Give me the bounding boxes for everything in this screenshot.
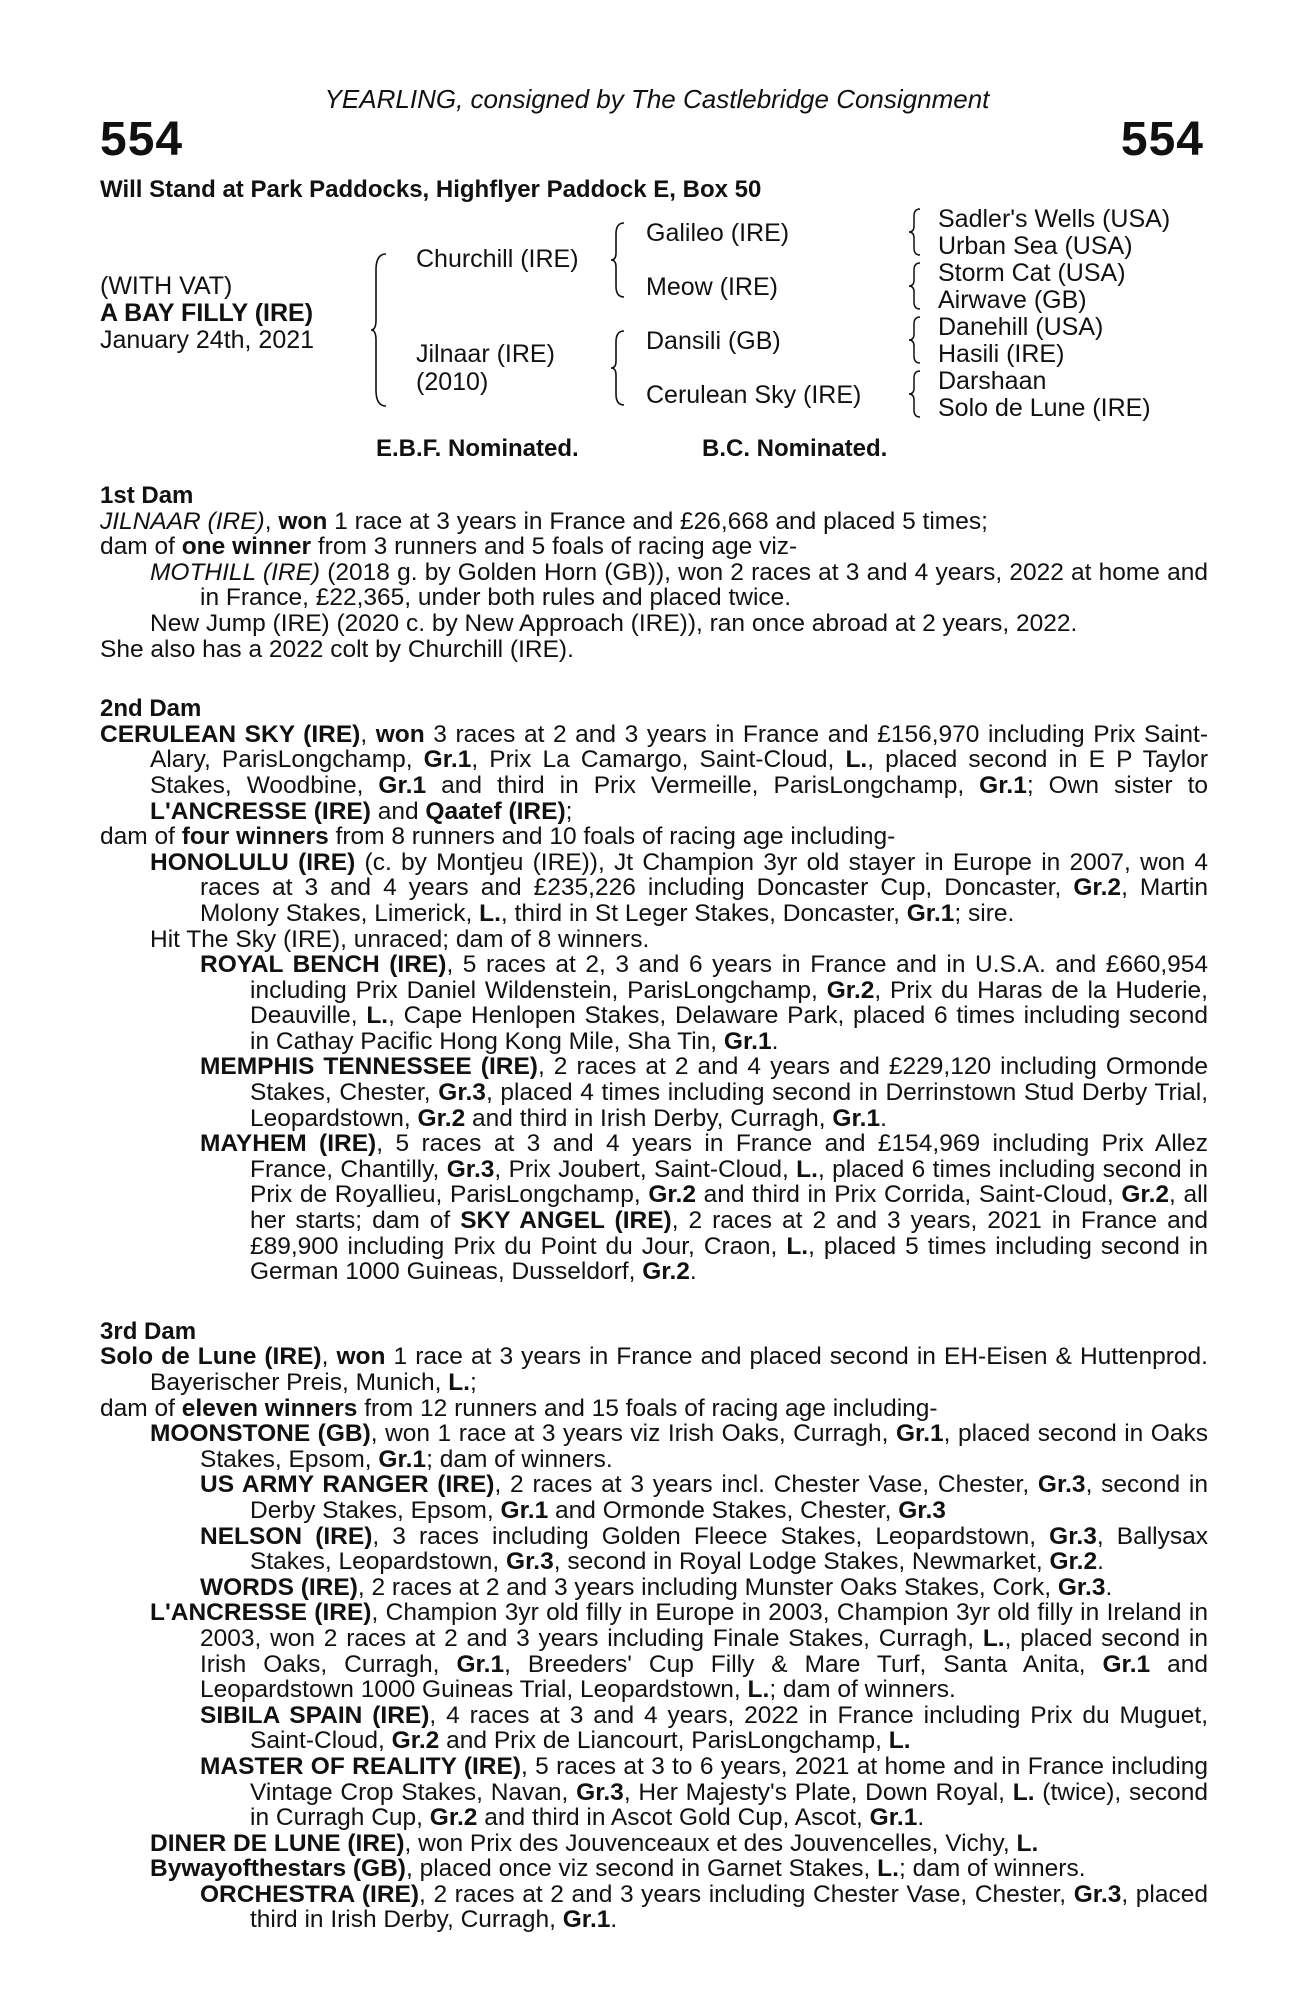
text-run: and third in Prix Corrida, Saint-Cloud, <box>696 1181 1122 1209</box>
text-run: , placed 4 times including second in Derrinstown Stud Derby Trial, Leopardstown, <box>250 1079 1209 1132</box>
bold-run: Gr.3 <box>1037 1471 1086 1499</box>
text-run: dam of <box>100 1394 182 1422</box>
sire-sire-sire: Sadler's Wells (USA) <box>938 205 1171 233</box>
bold-run: won <box>336 1343 386 1371</box>
bold-run: Gr.2 <box>826 976 875 1004</box>
text-run: , 4 races at 3 and 4 years, 2022 in France including Prix du Muguet, Saint-Cloud, <box>250 1701 1209 1755</box>
bold-run: L. <box>982 1624 1005 1652</box>
text-run: ; dam of winners. <box>426 1445 613 1473</box>
bold-run: L. <box>1012 1778 1035 1806</box>
lot-number-right: 554 <box>1120 113 1204 166</box>
dam-dam-sire: Darshaan <box>938 367 1047 395</box>
bold-run: Gr.1 <box>1102 1650 1151 1678</box>
pedigree-paragraph <box>100 850 1208 927</box>
bold-run: ROYAL BENCH (IRE) <box>200 951 447 979</box>
bold-run: Gr.1 <box>456 1650 505 1678</box>
pedigree-brace-dam <box>610 328 628 408</box>
text-run: , won 1 race at 3 years viz Irish Oaks, Curragh, <box>370 1420 896 1448</box>
dam-dam-dam: Solo de Lune (IRE) <box>938 394 1151 422</box>
section-heading: 2nd Dam <box>100 695 202 723</box>
bold-run: L. <box>845 746 868 774</box>
stand-location: Will Stand at Park Paddocks, Highflyer Paddock E, Box 50 <box>100 176 762 203</box>
bold-run: Gr.3 <box>1057 1573 1106 1601</box>
text-run: , Breeders' Cup Filly & Mare Turf, Santa Anita, <box>504 1650 1103 1678</box>
bold-run: Bywayofthestars (GB) <box>150 1855 406 1883</box>
text-run: ; sire. <box>954 899 1015 927</box>
text-run: , Cape Henlopen Stakes, Delaware Park, placed 6 times including second in Cathay Pacific Hong Kong Mile, Sha Tin, <box>250 1002 1208 1055</box>
vat-note: (WITH VAT) <box>100 272 233 300</box>
bold-run: Gr.3 <box>506 1548 554 1576</box>
text-run: , placed 5 times including second in German 1000 Guineas, Dusseldorf, <box>250 1232 1208 1286</box>
lot-number-left: 554 <box>100 113 184 166</box>
pedigree-paragraph <box>100 1831 1208 1857</box>
pedigree-paragraph <box>100 1703 1208 1754</box>
bold-run: Gr.1 <box>378 1445 427 1473</box>
bold-run: Gr.1 <box>723 1027 772 1055</box>
bold-run: Solo de Lune (IRE) <box>100 1343 322 1371</box>
dam-dam: Cerulean Sky (IRE) <box>646 381 862 409</box>
bold-run: Gr.1 <box>869 1804 918 1832</box>
bold-run: L'ANCRESSE (IRE) <box>150 1599 372 1627</box>
text-run: . <box>1105 1573 1113 1601</box>
text-run: , Ballysax Stakes, Leopardstown, <box>250 1522 1208 1576</box>
pedigree-brace-dd <box>908 368 924 420</box>
text-run: . <box>689 1258 697 1286</box>
text-run: . <box>880 1104 887 1132</box>
text-run: , 3 races including Golden Fleece Stakes, Leopardstown, <box>372 1522 1050 1550</box>
bold-run: Gr.3 <box>1049 1522 1097 1550</box>
text-run: , Prix Joubert, Saint-Cloud, <box>494 1155 797 1183</box>
bold-run: Gr.2 <box>391 1727 440 1755</box>
italic-run: MOTHILL (IRE) <box>150 558 321 586</box>
text-run: . <box>771 1027 779 1055</box>
dam-name: Jilnaar (IRE) <box>416 340 555 368</box>
text-run: , Champion 3yr old filly in Europe in 2003, Champion 3yr old filly in Ireland in 2003, won 2 races at 2 and 3 years including Finale Stakes, Curragh, <box>200 1599 1208 1652</box>
section-heading: 1st Dam <box>100 482 194 509</box>
bold-run: SKY ANGEL (IRE) <box>460 1207 672 1235</box>
text-run: ; dam of winners. <box>769 1676 956 1704</box>
text-run: , <box>321 1343 337 1371</box>
bold-run: ORCHESTRA (IRE) <box>200 1880 420 1908</box>
bold-run: Gr.2 <box>429 1804 478 1832</box>
bold-run: Gr.2 <box>1121 1181 1170 1209</box>
bold-run: Gr.1 <box>500 1496 549 1524</box>
italic-run: JILNAAR (IRE) <box>100 507 265 535</box>
text-run: She also has a 2022 colt by Churchill (IRE). <box>100 635 574 663</box>
pedigree-paragraph <box>100 1856 1208 1882</box>
pedigree-paragraph <box>100 611 1208 637</box>
text-run: Hit The Sky (IRE), unraced; dam of 8 winners. <box>150 925 650 953</box>
text-run: from 12 runners and 15 foals of racing age including- <box>357 1394 938 1422</box>
bold-run: eleven winners <box>181 1394 358 1422</box>
text-run: ; <box>469 1369 477 1396</box>
bold-run: WORDS (IRE) <box>200 1573 358 1601</box>
text-run: , won Prix des Jouvenceaux et des Jouvencelles, Vichy, <box>404 1829 1017 1857</box>
pedigree-paragraph <box>100 1054 1208 1131</box>
bold-run: L. <box>1016 1829 1039 1857</box>
text-run: , placed second in Irish Oaks, Curragh, <box>200 1624 1208 1678</box>
bold-run: L. <box>786 1232 809 1260</box>
bold-run: Gr.2 <box>1073 874 1122 902</box>
bold-run: MAYHEM (IRE) <box>200 1130 377 1158</box>
pedigree-brace-sire <box>610 220 628 300</box>
text-run: and Prix de Liancourt, ParisLongchamp, <box>439 1727 889 1755</box>
pedigree-brace-gen1 <box>370 250 390 410</box>
pedigree-paragraph <box>100 927 1208 953</box>
bold-run: CERULEAN SKY (IRE) <box>100 720 361 748</box>
pedigree-paragraph <box>100 1131 1208 1285</box>
text-run: , <box>360 720 376 748</box>
pedigree-paragraph <box>100 824 1208 850</box>
bold-run: Gr.1 <box>562 1906 611 1934</box>
text-run: , Martin Molony Stakes, Limerick, <box>200 874 1208 927</box>
bold-run: Gr.3 <box>898 1496 946 1524</box>
pedigree-brace-ss <box>908 206 924 258</box>
text-run: (twice), second in Curragh Cup, <box>250 1778 1208 1832</box>
pedigree-paragraph <box>100 1600 1208 1702</box>
text-run: (c. by Montjeu (IRE)), Jt Champion 3yr old stayer in Europe in 2007, won 4 races at 3 and 4 years and £235,226 including Doncaster Cup, Doncaster, <box>200 848 1208 902</box>
bc-nomination: B.C. Nominated. <box>702 435 888 462</box>
text-run: dam of <box>100 533 182 561</box>
text-run: and third in Prix Vermeille, ParisLongchamp, <box>426 771 980 799</box>
bold-run: Gr.1 <box>832 1104 881 1132</box>
text-run: from 3 runners and 5 foals of racing age viz- <box>311 533 798 561</box>
text-run: ; Own sister to <box>1026 771 1208 799</box>
text-run: , Prix La Camargo, Saint-Cloud, <box>471 746 846 774</box>
bold-run: L'ANCRESSE (IRE) <box>150 797 371 825</box>
pedigree-paragraph <box>100 1882 1208 1933</box>
text-run: from 8 runners and 10 foals of racing age including- <box>328 823 896 851</box>
foaling-date: January 24th, 2021 <box>100 326 315 354</box>
text-run: , 5 races at 3 to 6 years, 2021 at home and in France including Vintage Crop Stakes, Navan, <box>250 1752 1208 1806</box>
bold-run: won <box>278 507 328 535</box>
text-run: . <box>917 1804 925 1832</box>
text-run: , all her starts; dam of <box>250 1181 1208 1235</box>
bold-run: Gr.1 <box>906 899 955 927</box>
text-run: and <box>370 797 426 825</box>
lot-horse-name: A BAY FILLY (IRE) <box>100 299 314 327</box>
text-run: and third in Ascot Gold Cup, Ascot, <box>477 1804 870 1832</box>
pedigree-brace-sd <box>908 260 924 312</box>
bold-run: won <box>375 720 425 748</box>
pedigree-paragraph <box>100 560 1208 611</box>
bold-run: L. <box>747 1676 770 1704</box>
text-run: , 2 races at 3 years incl. Chester Vase, Chester, <box>494 1471 1038 1499</box>
text-run: . <box>610 1906 618 1934</box>
text-run: , Her Majesty's Plate, Down Royal, <box>623 1778 1013 1806</box>
text-run: and third in Irish Derby, Curragh, <box>465 1104 833 1132</box>
text-run: , second in Royal Lodge Stakes, Newmarket, <box>553 1548 1050 1576</box>
bold-run: Gr.2 <box>417 1104 466 1132</box>
bold-run: Qaatef (IRE) <box>425 797 566 825</box>
bold-run: L. <box>366 1002 389 1030</box>
catalogue-body <box>100 483 1208 1933</box>
text-run: , second in Derby Stakes, Epsom, <box>250 1471 1208 1524</box>
text-run: and Ormonde Stakes, Chester, <box>548 1496 899 1524</box>
pedigree-paragraph <box>100 1472 1208 1523</box>
bold-run: Gr.1 <box>979 771 1027 799</box>
bold-run: L. <box>479 899 501 927</box>
text-run: , placed second in Oaks Stakes, Epsom, <box>200 1420 1208 1473</box>
pedigree-paragraph <box>100 1575 1208 1601</box>
bold-run: MEMPHIS TENNESSEE (IRE) <box>200 1053 538 1081</box>
text-run: , 5 races at 2, 3 and 6 years in France and in U.S.A. and £660,954 including Prix Daniel Wildenstein, ParisLongchamp, <box>250 951 1208 1004</box>
text-run: , 2 races at 2 and 4 years and £229,120 including Ormonde Stakes, Chester, <box>250 1053 1209 1107</box>
text-run: (2018 g. by Golden Horn (GB)), won 2 races at 3 and 4 years, 2022 at home and in France, £22,365, under both rules and placed twice. <box>200 558 1208 612</box>
pedigree-paragraph <box>100 509 1208 535</box>
bold-run: one winner <box>181 533 312 561</box>
text-run: . <box>1097 1548 1104 1576</box>
text-run: ; <box>565 797 573 825</box>
pedigree-paragraph <box>100 534 1208 560</box>
text-run: , placed third in Irish Derby, Curragh, <box>250 1880 1208 1934</box>
text-run: , placed second in E P Taylor Stakes, Woodbine, <box>150 746 1208 799</box>
text-run: , 5 races at 3 and 4 years in France and £154,969 including Prix Allez France, Chantilly, <box>250 1130 1208 1183</box>
bold-run: Gr.1 <box>895 1420 944 1448</box>
bold-run: L. <box>888 1727 911 1755</box>
text-run: ; dam of winners. <box>898 1855 1086 1883</box>
bold-run: NELSON (IRE) <box>200 1522 373 1550</box>
pedigree-paragraph <box>100 1524 1208 1575</box>
ebf-nomination: E.B.F. Nominated. <box>376 435 579 462</box>
bold-run: Gr.2 <box>648 1181 696 1209</box>
sire-sire-dam: Urban Sea (USA) <box>938 232 1133 260</box>
text-run: , placed 6 times including second in Prix de Royallieu, ParisLongchamp, <box>250 1155 1209 1209</box>
text-run: , placed once viz second in Garnet Stakes, <box>405 1855 878 1883</box>
bold-run: Gr.1 <box>423 746 472 774</box>
pedigree-brace-ds <box>908 314 924 366</box>
bold-run: L. <box>448 1369 470 1396</box>
bold-run: HONOLULU (IRE) <box>150 848 356 876</box>
sire-dam: Meow (IRE) <box>646 273 778 301</box>
dam-sire: Dansili (GB) <box>646 327 781 355</box>
bold-run: Gr.3 <box>446 1155 495 1183</box>
consignment-subtitle: YEARLING, consigned by The Castlebridge Consignment <box>324 84 990 114</box>
bold-run: DINER DE LUNE (IRE) <box>150 1829 405 1857</box>
text-run: dam of <box>100 823 182 851</box>
sire-dam-dam: Airwave (GB) <box>938 286 1087 314</box>
text-run: , 2 races at 2 and 3 years, 2021 in France and £89,900 including Prix du Point du Jour, Craon, <box>250 1207 1209 1260</box>
text-run: and Leopardstown 1000 Guineas Trial, Leopardstown, <box>200 1650 1209 1704</box>
pedigree-paragraph <box>100 1396 1208 1422</box>
sire-sire: Galileo (IRE) <box>646 219 790 247</box>
bold-run: Gr.2 <box>1049 1548 1098 1576</box>
bold-run: four winners <box>181 823 329 851</box>
text-run: 1 race at 3 years in France and placed second in EH-Eisen & Huttenprod. Bayerischer Preis, Munich, <box>150 1343 1208 1396</box>
pedigree-paragraph <box>100 1754 1208 1831</box>
text-run: , <box>264 507 279 535</box>
bold-run: US ARMY RANGER (IRE) <box>200 1471 495 1499</box>
bold-run: Gr.2 <box>642 1258 690 1286</box>
bold-run: L. <box>796 1155 818 1183</box>
pedigree-paragraph <box>100 637 1208 663</box>
bold-run: MOONSTONE (GB) <box>150 1420 371 1448</box>
text-run: , Prix du Haras de la Huderie, Deauville, <box>250 976 1208 1030</box>
text-run: , third in St Leger Stakes, Doncaster, <box>500 899 907 927</box>
bold-run: MASTER OF REALITY (IRE) <box>200 1752 521 1780</box>
bold-run: Gr.1 <box>378 771 427 799</box>
sire-name: Churchill (IRE) <box>416 245 579 273</box>
text-run: 1 race at 3 years in France and £26,668 and placed 5 times; <box>327 507 988 535</box>
pedigree-paragraph <box>100 722 1208 824</box>
dam-sire-dam: Hasili (IRE) <box>938 340 1065 368</box>
text-run: New Jump (IRE) (2020 c. by New Approach (IRE)), ran once abroad at 2 years, 2022. <box>150 609 1078 637</box>
sire-dam-sire: Storm Cat (USA) <box>938 259 1126 287</box>
text-run: , 2 races at 2 and 3 years including Munster Oaks Stakes, Cork, <box>357 1573 1058 1601</box>
text-run: , 2 races at 2 and 3 years including Chester Vase, Chester, <box>419 1880 1074 1908</box>
pedigree-paragraph <box>100 1421 1208 1472</box>
pedigree-paragraph <box>100 952 1208 1054</box>
section-heading: 3rd Dam <box>100 1317 197 1345</box>
dam-sire-sire: Danehill (USA) <box>938 313 1104 341</box>
bold-run: Gr.3 <box>1073 1880 1122 1908</box>
bold-run: Gr.3 <box>438 1079 486 1107</box>
text-run: 3 races at 2 and 3 years in France and £156,970 including Prix Saint-Alary, ParisLongchamp, <box>150 720 1208 774</box>
bold-run: L. <box>877 1855 899 1883</box>
dam-year: (2010) <box>416 368 489 396</box>
bold-run: SIBILA SPAIN (IRE) <box>200 1701 430 1729</box>
pedigree-paragraph <box>100 1344 1208 1395</box>
bold-run: Gr.3 <box>576 1778 624 1806</box>
